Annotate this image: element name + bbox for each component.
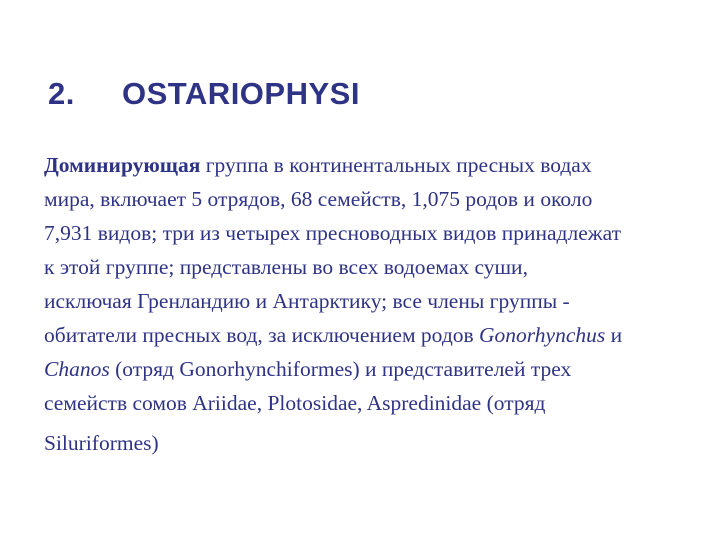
body-line-3: 7,931 видов; три из четырех пресноводных видов принадлежат — [44, 221, 622, 245]
body-line-7 — [44, 352, 699, 386]
line-6-text: обитатели пресных вод, за исключением родов — [44, 323, 480, 347]
title-text: OSTARIOPHYSI — [122, 76, 360, 111]
bold-term: Доминирующая — [44, 153, 201, 177]
body-text — [44, 148, 699, 460]
genus-gonorhynchus: Gonorhynchus — [479, 323, 606, 347]
body-line-4: к этой группе; представлены во всех водоемах суши, — [44, 255, 528, 279]
body-line-6 — [44, 318, 699, 352]
body-line-9: Siluriformes) — [44, 431, 159, 455]
body-line-5: исключая Гренландию и Антарктику; все члены группы - — [44, 289, 570, 313]
line-7-text: (отряд Gonorhynchiformes) и представителей трех — [109, 357, 572, 381]
line-1-rest: группа в континентальных пресных водах — [200, 153, 592, 177]
title-number: 2. — [48, 76, 75, 111]
genus-chanos: Chanos — [44, 357, 110, 381]
line-6-end: и — [605, 323, 623, 347]
slide-title — [48, 76, 360, 112]
body-line-8: семейств сомов Ariidae, Plotosidae, Aspredinidae (отряд — [44, 391, 546, 415]
body-line-1 — [44, 148, 699, 182]
body-line-2: мира, включает 5 отрядов, 68 семейств, 1,075 родов и около — [44, 187, 593, 211]
